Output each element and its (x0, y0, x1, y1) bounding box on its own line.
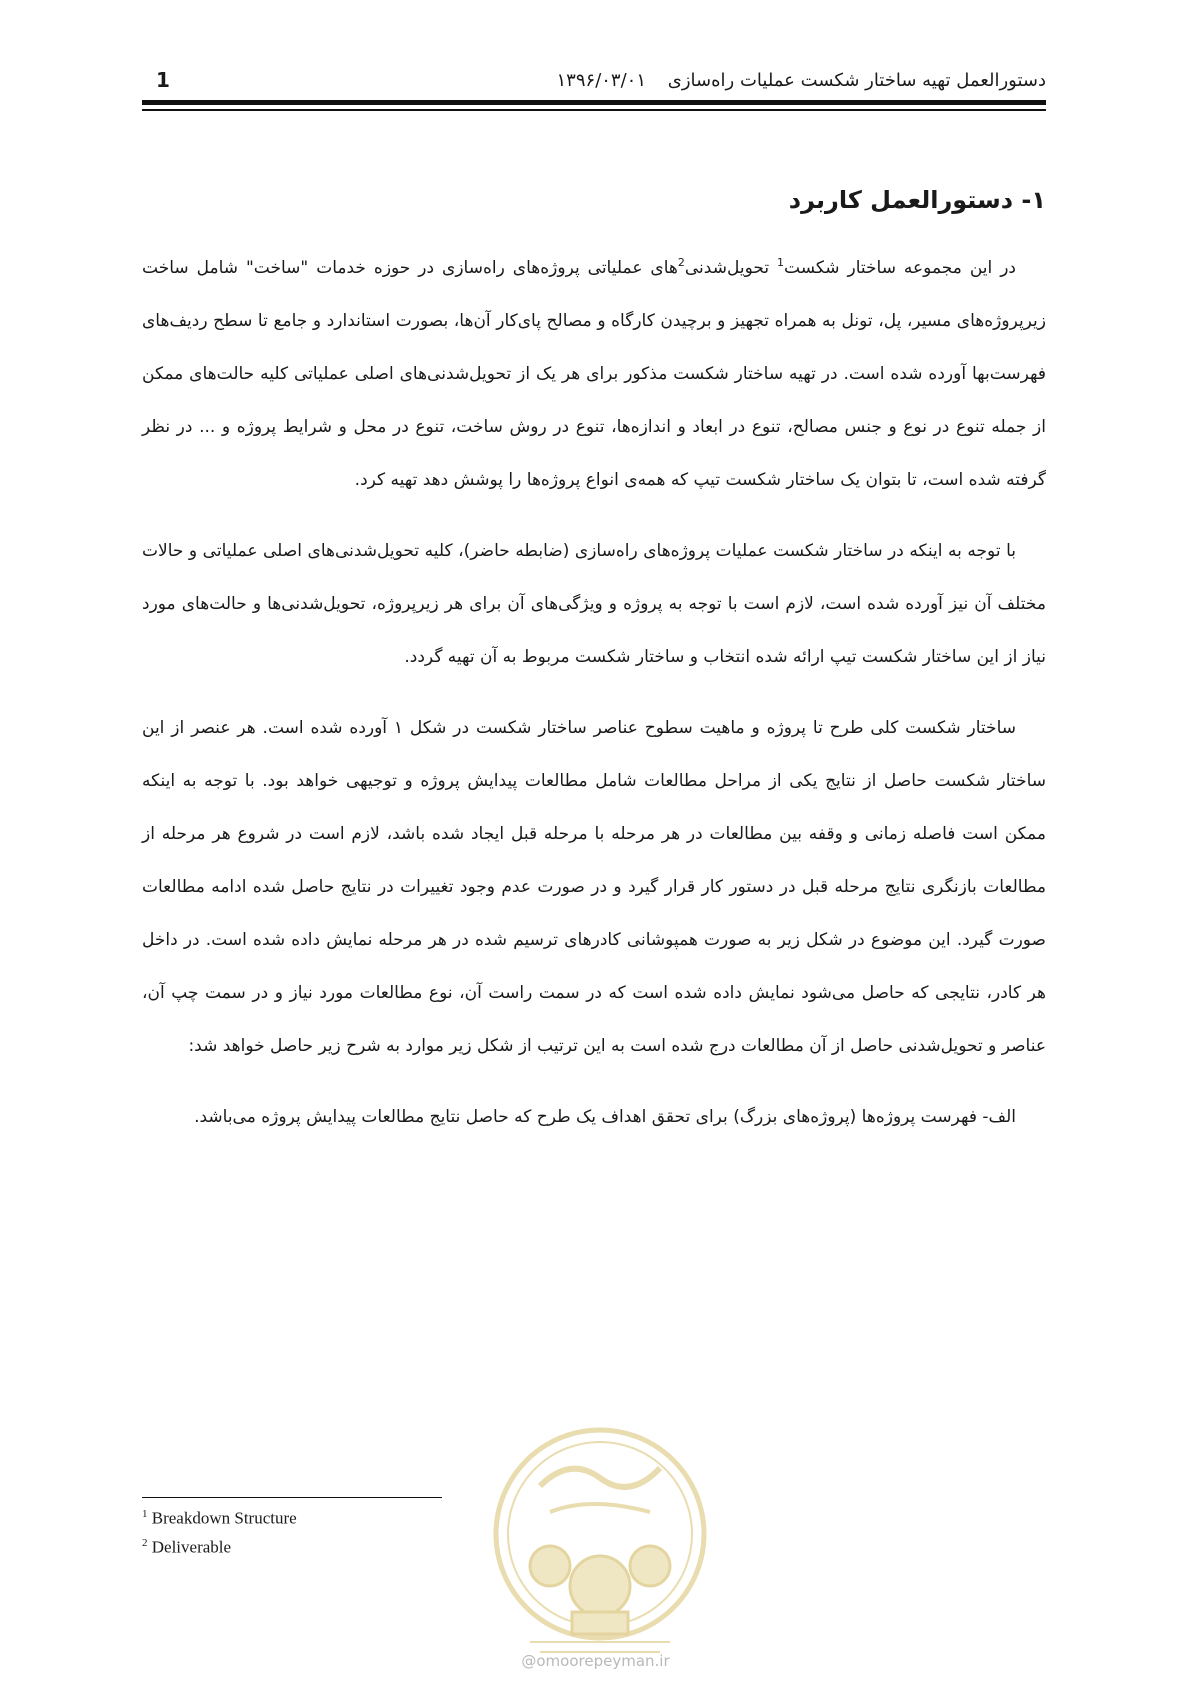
document-date: ۱۳۹۶/۰۳/۰۱ (556, 70, 646, 91)
section-heading: ۱- دستورالعمل کاربرد (788, 186, 1046, 214)
page-number: 1 (156, 68, 170, 92)
footnote-number: 2 (142, 1536, 148, 1549)
document-title: دستورالعمل تهیه ساختار شکست عملیات راه‌سازی (667, 70, 1046, 91)
footnote-item (142, 1531, 297, 1560)
footnotes (142, 1502, 297, 1559)
footnote-text: Breakdown Structure (151, 1508, 297, 1528)
footnote-text: Deliverable (151, 1537, 232, 1557)
page-body (142, 180, 1046, 1162)
paragraph-1 (142, 242, 1046, 507)
footnote-ref-2: 2 (677, 256, 685, 269)
paragraph-1-text-b: تحویل‌شدنی (684, 258, 778, 278)
footnote-ref-1: 1 (777, 256, 785, 269)
footnote-separator (142, 1497, 442, 1498)
paragraph-1-text-c: های عملیاتی پروژه‌های راه‌سازی در حوزه خدمات "ساخت" شامل ساخت زیرپروژه‌های مسیر، پل، تونل به همراه تجهیز و برچیدن کارگاه و مصالح پای‌کار آن‌ها، بصورت استاندارد و جامع تا سطح ردیف‌های فهرست‌بها آورده شده است. در تهیه ساختار شکست مذکور برای هر یک از تحویل‌شدنی‌های اصلی عملیاتی کلیه حالت‌های ممکن از جمله تنوع در نوع و جنس مصالح، تنوع در ابعاد و اندازه‌ها، تنوع در روش ساخت، تنوع در محل و شرایط پروژه و ... در نظر گرفته شده است، تا بتوان یک ساختار شکست تیپ که همه‌ی انواع پروژه‌ها را پوشش دهد تهیه کرد. (142, 258, 1046, 490)
watermark-logo (480, 1416, 720, 1672)
page-header (142, 66, 1046, 100)
paragraph-2: با توجه به اینکه در ساختار شکست عملیات پروژه‌های راه‌سازی (ضابطه حاضر)، کلیه تحویل‌شدنی‌های اصلی عملیاتی و حالات مختلف آن نیز آورده شده است، لازم است با توجه به پروژه و ویژگی‌های آن برای هر زیرپروژه، تحویل‌شدنی‌ها و حالت‌های مورد نیاز از این ساختار شکست تیپ ارائه شده انتخاب و ساختار شکست مربوط به آن تهیه گردد. (142, 541, 1046, 667)
footnote-number: 1 (142, 1508, 148, 1520)
watermark-site: @omoorepeyman.ir (521, 1652, 670, 1670)
header-rule-thick (142, 100, 1046, 105)
paragraph-3: ساختار شکست کلی طرح تا پروژه و ماهیت سطوح عناصر ساختار شکست در شکل ۱ آورده شده است. هر عنصر از این ساختار شکست حاصل از نتایج یکی از مراحل مطالعات شامل مطالعات پیدایش پروژه و توجیهی خواهد بود. با توجه به اینکه ممکن است فاصله زمانی و وقفه بین مطالعات در هر مرحله با مرحله قبل ایجاد شده باشد، لازم است در شروع هر مرحله از مطالعات بازنگری نتایج مرحله قبل در دستور کار قرار گیرد و در صورت عدم وجود تغییرات در نتایج حاصل شده ادامه مطالعات صورت گیرد. این موضوع در شکل زیر به صورت همپوشانی کادرهای ترسیم شده در هر مرحله نمایش داده شده است. در داخل هر کادر، نتایجی که حاصل می‌شود نمایش داده شده است که در سمت راست آن، نوع مطالعات مورد نیاز و در سمت چپ آن، عناصر و تحویل‌شدنی حاصل از آن مطالعات درج شده است به این ترتیب از شکل زیر موارد به شرح زیر حاصل خواهد شد: (142, 718, 1046, 1056)
footnote-item (142, 1502, 297, 1531)
paragraph-1-text-a: در این مجموعه ساختار شکست (784, 258, 1016, 278)
paragraph-4: الف- فهرست پروژه‌ها (پروژه‌های بزرگ) برای تحقق اهداف یک طرح که حاصل نتایج مطالعات پیدایش پروژه می‌باشد. (194, 1107, 1016, 1127)
header-rule-thin (142, 109, 1046, 111)
